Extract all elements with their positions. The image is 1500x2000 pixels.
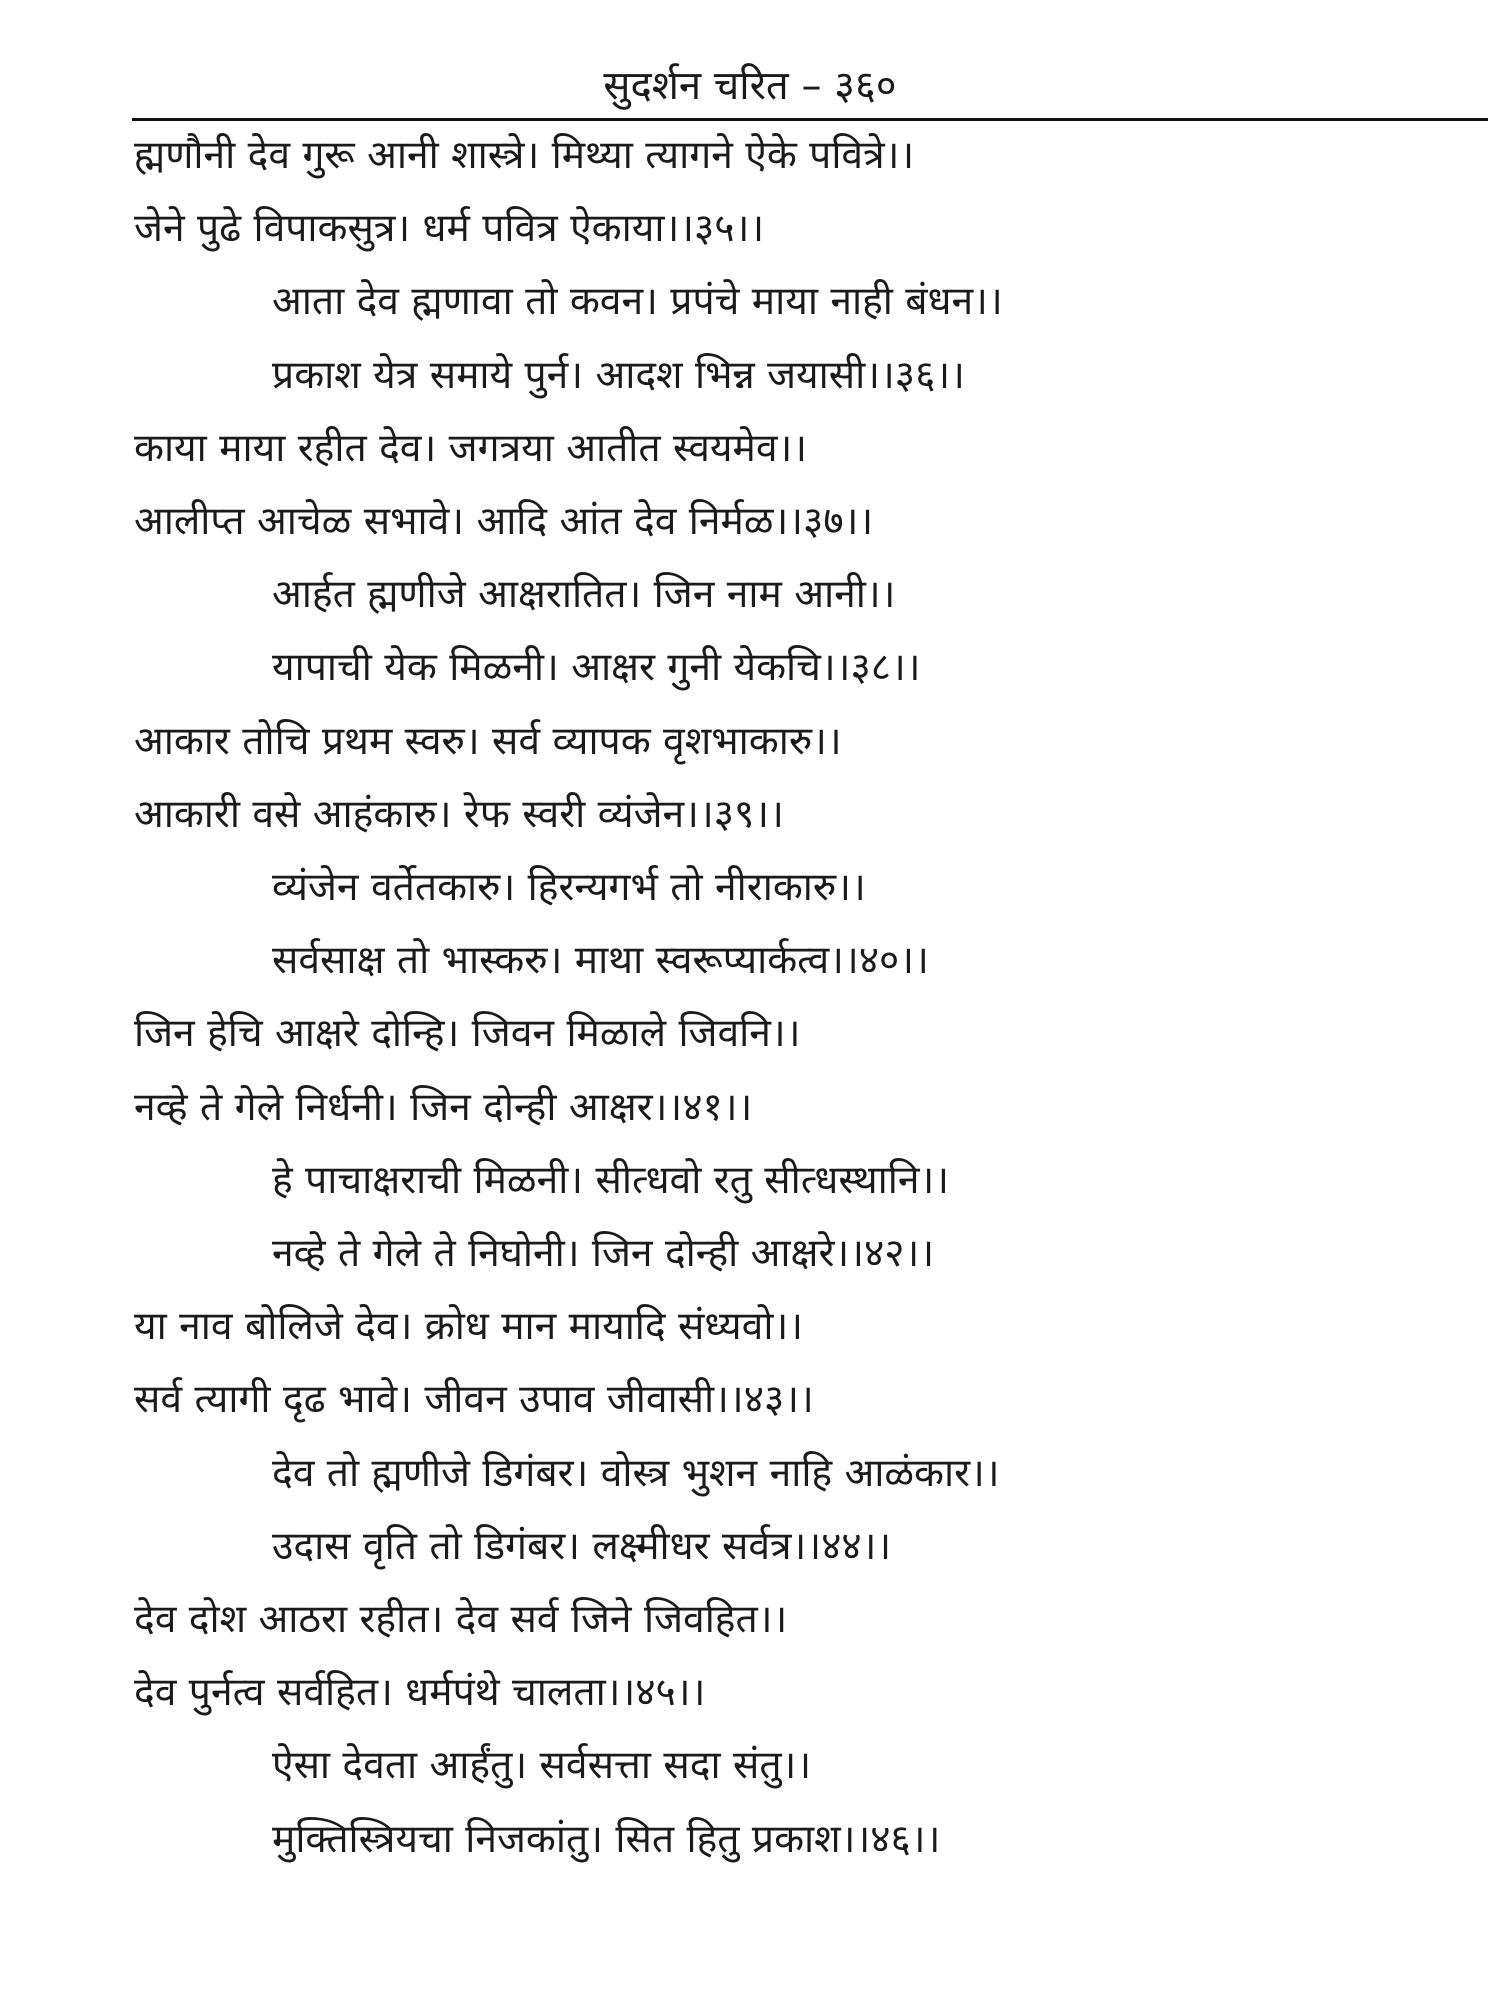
verse-line: सर्वसाक्ष तो भास्करु। माथा स्वरूप्यार्कत्व।।४०।। xyxy=(272,938,929,983)
verse-line: आकार तोचि प्रथम स्वरु। सर्व व्यापक वृशभाकारु।। xyxy=(134,719,842,764)
page-header-title: सुदर्शन चरित – ३६० xyxy=(603,63,897,109)
verse-line: काया माया रहीत देव। जगत्रया आतीत स्वयमेव।। xyxy=(134,426,808,471)
verse-line: देव पुर्नत्व सर्वहित। धर्मपंथे चालता।।४५।। xyxy=(134,1670,706,1715)
verse-line: प्रकाश येत्र समाये पुर्न। आदश भिन्न जयासी।।३६।। xyxy=(272,353,965,398)
header-rule xyxy=(132,118,1488,121)
verse-line: यापाची येक मिळनी। आक्षर गुनी येकचि।।३८।। xyxy=(272,645,921,690)
verse-line: मुक्तिस्त्रियचा निजकांतु। सित हितु प्रकाश।।४६।। xyxy=(272,1817,941,1862)
verse-line: नव्हे ते गेले निर्धनी। जिन दोन्ही आक्षर।।४१।। xyxy=(134,1085,753,1130)
verse-line: ह्मणौनी देव गुरू आनी शास्त्रे। मिथ्या त्यागने ऐके पवित्रे।। xyxy=(134,133,915,178)
verse-line: आकारी वसे आहंकारु। रेफ स्वरी व्यंजेन।।३९।। xyxy=(134,792,784,837)
verse-line: सर्व त्यागी दृढ भावे। जीवन उपाव जीवासी।।४३।। xyxy=(134,1377,814,1422)
verse-line: व्यंजेन वर्तेतकारु। हिरन्यगर्भ तो नीराकारु।। xyxy=(272,865,866,910)
verse-line: हे पाचाक्षराची मिळनी। सीत्धवो रतु सीत्धस्थानि।। xyxy=(272,1158,950,1203)
verse-line: उदास वृति तो डिगंबर। लक्ष्मीधर सर्वत्र।।४४।। xyxy=(272,1524,892,1569)
verse-line: आलीप्त आचेळ सभावे। आदि आंत देव निर्मळ।।३७।। xyxy=(134,499,874,544)
verse-line: जिन हेचि आक्षरे दोन्हि। जिवन मिळाले जिवनि।। xyxy=(134,1011,801,1056)
verse-line: जेने पुढे विपाकसुत्र। धर्म पवित्र ऐकाया।।३५।। xyxy=(134,206,765,251)
verse-line: ऐसा देवता आर्हंतु। सर्वसत्ता सदा संतु।। xyxy=(272,1743,812,1788)
verse-line: नव्हे ते गेले ते निघोनी। जिन दोन्ही आक्षरे।।४२।। xyxy=(272,1231,935,1276)
verse-line: देव तो ह्मणीजे डिगंबर। वोस्त्र भुशन नाहि आळंकार।। xyxy=(272,1451,1000,1496)
verse-line: आर्हत ह्मणीजे आक्षरातित। जिन नाम आनी।। xyxy=(272,572,896,617)
verse-line: देव दोश आठरा रहीत। देव सर्व जिने जिवहित।। xyxy=(134,1597,788,1642)
verse-line: आता देव ह्मणावा तो कवन। प्रपंचे माया नाही बंधन।। xyxy=(272,279,1003,324)
verse-line: या नाव बोलिजे देव। क्रोध मान मायादि संध्यवो।। xyxy=(134,1304,804,1349)
